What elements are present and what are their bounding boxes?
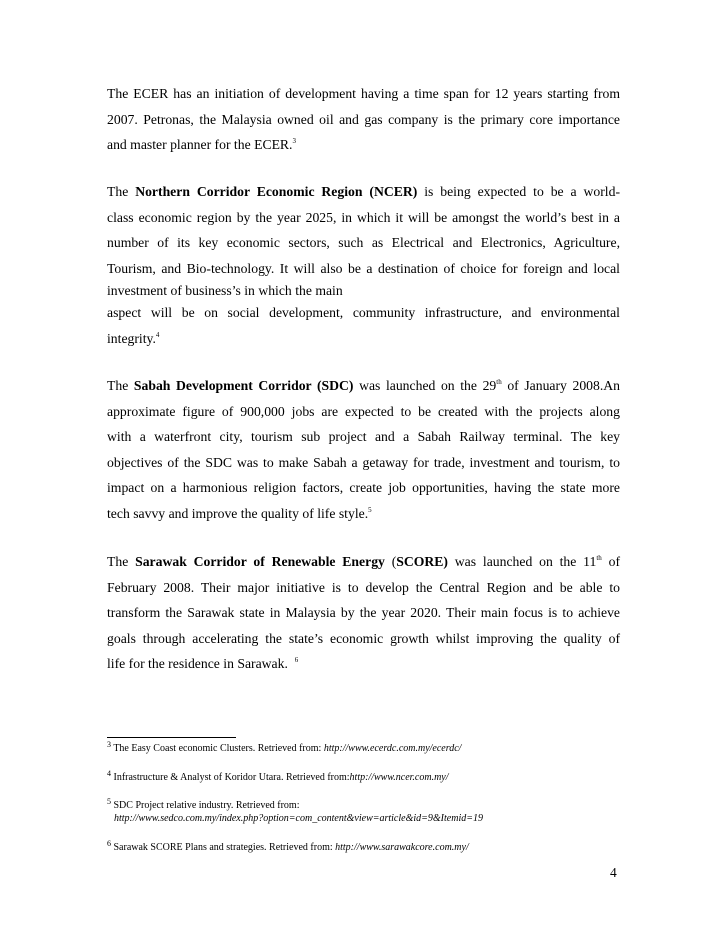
ncer-heading: Northern Corridor Economic Region (NCER) [135,184,418,199]
footnote-6: $^6$ Sarawak SCORE Plans and strategies. Retrieved from: http://www.sarawakcore.com.my/ [107,839,469,853]
footnote-ref-6[interactable]: 6 [294,656,299,664]
text-line: integrity.$^4$ [107,331,160,346]
text-line: objectives of the SDC was to make Sabah a getaway for trade, investment and tourism, to [107,454,620,470]
text-line: with a waterfront city, tourism sub project and a Sabah Railway terminal. The key [107,429,620,444]
page-number: 4 [610,865,617,880]
footnote-separator [107,737,236,738]
text-line: investment of business’s in which the main [107,283,343,298]
text-line: approximate figure of 900,000 jobs are expected to be created with the projects along [107,403,620,419]
text-line: impact on a harmonious religion factors, create job opportunities, having the state more [107,480,620,495]
score-heading: Sarawak Corridor of Renewable Energy [135,554,385,569]
text-line: The Sabah Development Corridor (SDC) was launched on the 29th of January 2008.An [107,378,621,393]
text-line: 2007. Petronas, the Malaysia owned oil and gas company is the primary core importance [107,111,620,127]
paragraph-ecer [107,81,620,158]
paragraph-ncer [107,179,620,352]
text-line: Tourism, and Bio-technology. It will also be a destination of choice for foreign and local [107,260,620,276]
text-line: The Northern Corridor Economic Region (NCER) is being expected to be a world- [107,184,621,199]
text-line: number of its key economic sectors, such as Electrical and Electronics, Agriculture, [107,235,620,250]
footnote-3: $^3$ The Easy Coast economic Clusters. Retrieved from: http://www.ecerdc.com.my/ecerdc/ [107,740,462,754]
footnote-ref-4[interactable]: 4 [155,331,160,339]
text-line: goals through accelerating the state’s economic growth whilst improving the quality of [107,630,620,646]
footnote-ref-5[interactable]: 5 [368,505,372,514]
text-line: tech savvy and improve the quality of life style.$^5$ [107,505,372,521]
footnote-link[interactable]: http://www.ncer.com.my/ [349,772,449,783]
footnote-link[interactable]: http://www.ecerdc.com.my/ecerdc/ [323,743,462,754]
footnote-4: $^4$ Infrastructure & Analyst of Koridor Utara. Retrieved from:http://www.ncer.com.my/ [107,769,449,783]
paragraph-score [107,549,620,677]
paragraph-sdc [107,373,620,526]
footnote-link[interactable]: http://www.sarawakcore.com.my/ [335,842,469,853]
text-line: transform the Sarawak state in Malaysia by the year 2020. Their main focus is to achieve [107,605,620,620]
text-line: aspect will be on social development, community infrastructure, and environmental [107,305,620,320]
text-line: class economic region by the year 2025, in which it will be amongst the world’s best in a [107,209,620,225]
sdc-heading: Sabah Development Corridor (SDC) [133,378,354,393]
text-line: February 2008. Their major initiative is to develop the Central Region and be able to [107,579,620,595]
text-line: The Sarawak Corridor of Renewable Energy (SCORE) was launched on the 11th of [107,554,621,569]
footnote-ref-3[interactable]: 3 [292,137,296,145]
text-line: The ECER has an initiation of development having a time span for 12 years starting from [107,86,620,101]
text-line: and master planner for the ECER.$^3$ [107,137,296,152]
text-line: life for the residence in Sarawak. $^6$ [107,656,299,671]
footnote-link[interactable]: http://www.sedco.com.my/index.php?option=com_content&view=article&id=9&Itemid=19 [114,813,483,824]
footnote-5: $^5$ SDC Project relative industry. Retrieved from: http://www.sedco.com.my/index.php?option=com_content&view=article&id=9&Itemid=19 [107,799,627,825]
